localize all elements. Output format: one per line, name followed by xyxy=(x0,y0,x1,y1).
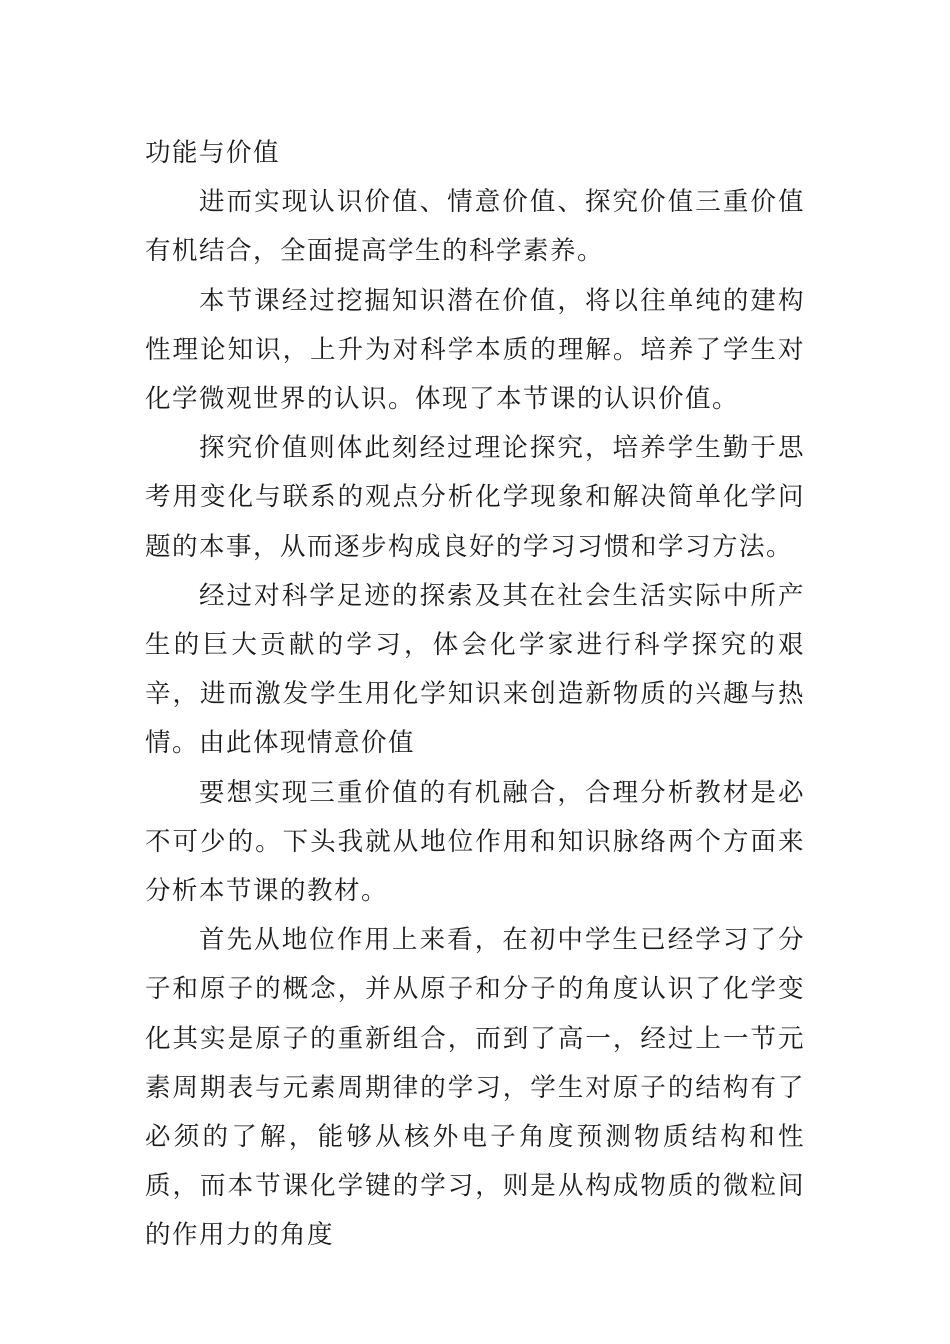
paragraph-position-role: 首先从地位作用上来看，在初中学生已经学习了分子和原子的概念，并从原子和分子的角度认识了化学变化其实是原子的重新组合，而到了高一，经过上一节元素周期表与元素周期律的学习，学生对原子的结构有了必须的了解，能够从核外电子角度预测物质结构和性质，而本节课化学键的学习，则是从构成物质的微粒间的作用力的角度 xyxy=(145,925,805,1251)
paragraph-inquiry-value: 探究价值则体此刻经过理论探究，培养学生勤于思考用变化与联系的观点分析化学现象和解决简单化学问题的本事，从而逐步构成良好的学习习惯和学习方法。 xyxy=(145,433,805,562)
paragraph-cognitive-value: 本节课经过挖掘知识潜在价值，将以往单纯的建构性理论知识，上升为对科学本质的理解。培养了学生对化学微观世界的认识。体现了本节课的认识价值。 xyxy=(145,285,805,415)
paragraph-textbook-analysis: 要想实现三重价值的有机融合，合理分析教材是必不可少的。下头我就从地位作用和知识脉络两个方面来分析本节课的教材。 xyxy=(145,777,805,907)
paragraph-heading: 功能与价值 xyxy=(145,138,281,168)
paragraph-emotional-value: 经过对科学足迹的探索及其在社会生活实际中所产生的巨大贡献的学习，体会化学家进行科学探究的艰辛，进而激发学生用化学知识来创造新物质的兴趣与热情。由此体现情意价值 xyxy=(145,580,805,759)
document-page xyxy=(145,129,805,1261)
paragraph-value-combination: 进而实现认识价值、情意价值、探究价值三重价值有机结合，全面提高学生的科学素养。 xyxy=(145,187,805,267)
